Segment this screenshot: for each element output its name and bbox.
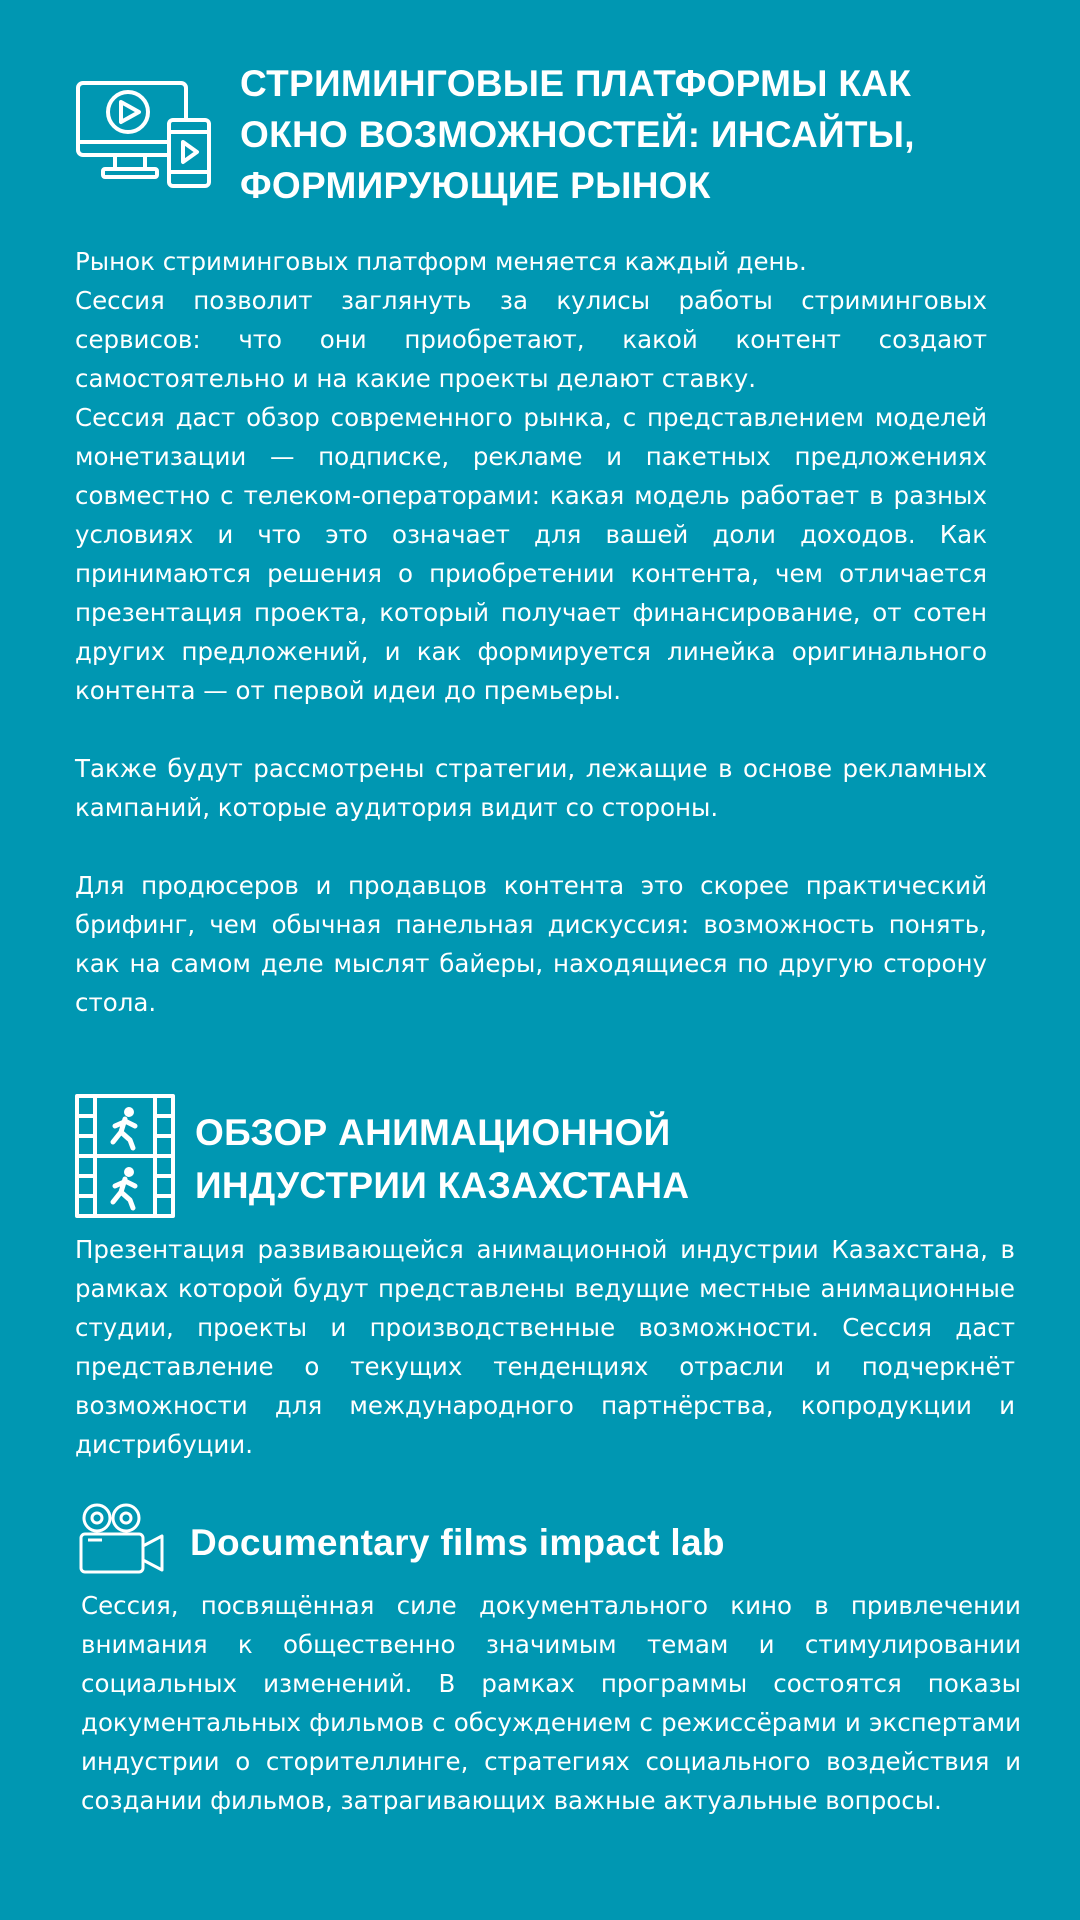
section-body [75,242,987,1022]
paragraph: Сессия даст обзор современного рынка, с представлением моделей монетизации — подписке, рекламе и пакетных предложениях совместно с телеком-операторами: какая модель работает в разных условиях и что это означает для вашей доли доходов. Как принимаются решения о приобретении контента, чем отличается презентация проекта, который получает финансирование, от сотен других предложений, и как формируется линейка оригинального контента — от первой идеи до премьеры. [75,403,987,705]
monitor-play-icon [75,80,213,188]
section-body [75,1230,1015,1464]
title-line: ИНДУСТРИИ КАЗАХСТАНА [195,1165,690,1206]
paragraph: Рынок стриминговых платформ меняется каждый день. [75,247,807,276]
movie-camera-icon [78,1502,166,1576]
paragraph-gap [75,827,987,866]
paragraph-gap [75,710,987,749]
paragraph: Сессия, посвящённая силе документального кино в привлечении внимания к общественно значимым темам и стимулировании социальных изменений. В рамках программы состоятся показы документальных фильмов с обсуждением с режиссёрами и экспертами индустрии о сторителлинге, стратегиях социального воздействия и создании фильмов, затрагивающих важные актуальные вопросы. [81,1591,1021,1815]
paragraph: Сессия позволит заглянуть за кулисы работы стриминговых сервисов: что они приобретают, какой контент создают самостоятельно и на какие проекты делают ставку. [75,286,987,393]
section-title [190,1520,1010,1566]
title-line: ОБЗОР АНИМАЦИОННОЙ [195,1112,671,1153]
section-body [81,1586,1021,1820]
title-line: СТРИМИНГОВЫЕ ПЛАТФОРМЫ КАК [240,63,912,104]
paragraph: Для продюсеров и продавцов контента это скорее практический брифинг, чем обычная панельная дискуссия: возможность понять, как на самом деле мыслят байеры, находящиеся по другую сторону стола. [75,871,987,1017]
paragraph: Презентация развивающейся анимационной индустрии Казахстана, в рамках которой будут представлены ведущие местные анимационные студии, проекты и производственные возможности. Сессия даст представление о текущих тенденциях отрасли и подчеркнёт возможности для международного партнёрства, копродукции и дистрибуции. [75,1235,1015,1459]
section-title [195,1106,995,1212]
title-line: ОКНО ВОЗМОЖНОСТЕЙ: ИНСАЙТЫ, [240,114,915,155]
title-line: ФОРМИРУЮЩИЕ РЫНОК [240,165,711,206]
title-line: Documentary films impact lab [190,1522,725,1563]
section-title [240,58,1020,211]
paragraph: Также будут рассмотрены стратегии, лежащие в основе рекламных кампаний, которые аудитория видит со стороны. [75,754,987,822]
film-strip-icon [75,1094,175,1218]
